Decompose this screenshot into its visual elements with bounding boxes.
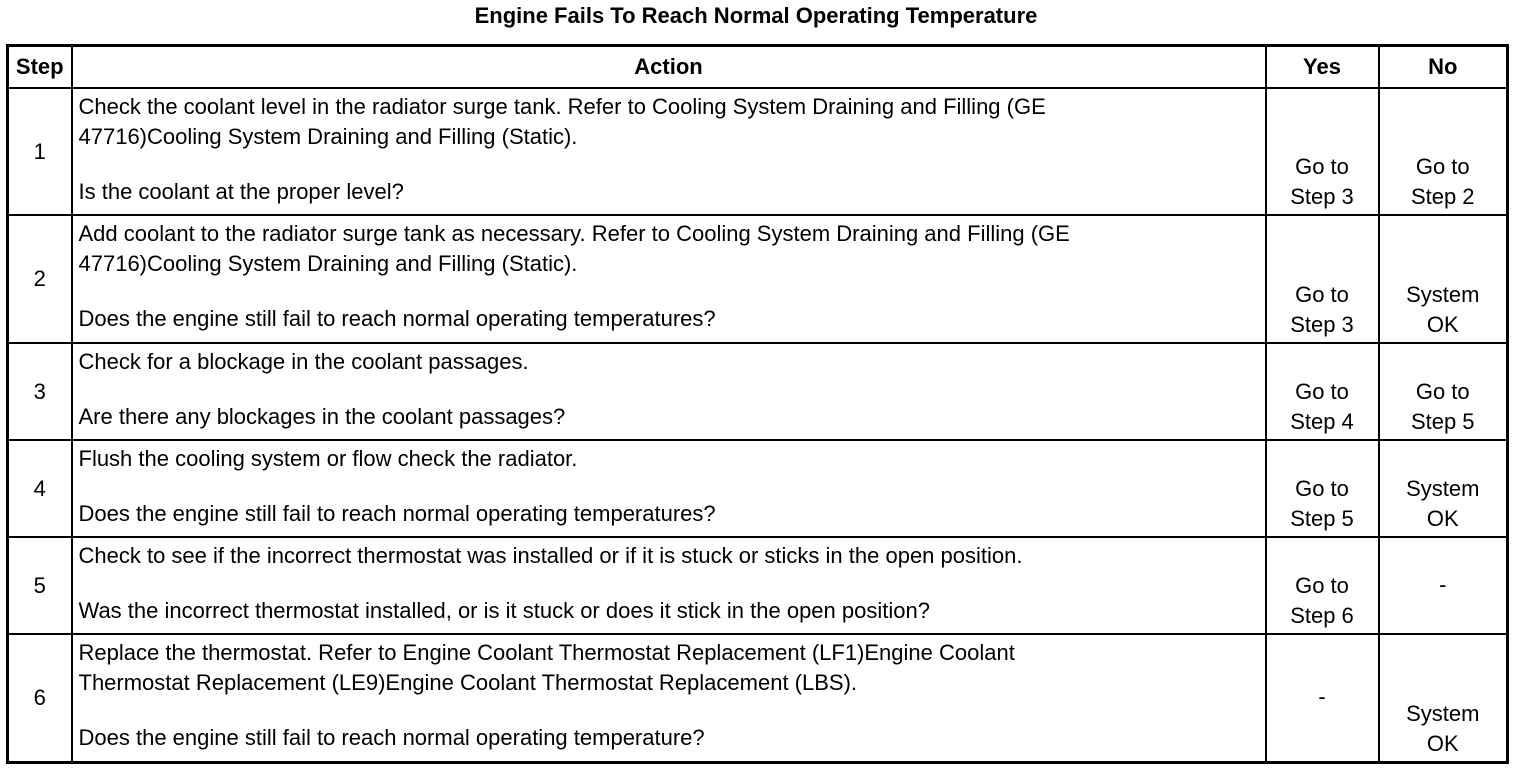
no-cell [1379,343,1508,440]
action-instruction [79,444,1259,474]
action-question: Are there any blockages in the coolant passages? [78,404,566,429]
spacer [79,279,1259,304]
action-cell [72,343,1266,440]
action-line: Check for a blockage in the coolant passages. [78,349,529,374]
action-line: 47716)Cooling System Draining and Filling (Static). [78,124,578,149]
action-line: Check the coolant level in the radiator surge tank. Refer to Cooling System Draining and Filling (GE [78,94,1046,119]
column-header-step: Step [8,46,72,89]
action-question: Was the incorrect thermostat installed, or is it stuck or does it stick in the open position? [78,598,930,623]
no-line: OK [1426,312,1459,337]
yes-line: Go to [1295,573,1349,598]
no-cell [1379,634,1508,762]
no-cell [1379,537,1508,634]
yes-line: Go to [1295,282,1349,307]
yes-line: Step 4 [1290,409,1354,434]
no-cell [1379,88,1508,215]
action-question: Is the coolant at the proper level? [78,179,404,204]
yes-line: Step 3 [1290,312,1354,337]
step-number: 2 [8,215,72,343]
action-question: Does the engine still fail to reach normal operating temperature? [78,725,705,750]
action-cell [72,88,1266,215]
action-line: 47716)Cooling System Draining and Filling (Static). [78,251,578,276]
yes-line: Go to [1295,154,1349,179]
spacer [79,571,1259,596]
yes-line: Step 5 [1290,506,1354,531]
yes-line: Go to [1295,379,1349,404]
action-instruction [79,347,1259,377]
table-row [8,634,1508,762]
action-cell [72,537,1266,634]
yes-cell [1266,634,1379,762]
table-row [8,88,1508,215]
no-line: - [1439,571,1447,597]
table-row [8,537,1508,634]
action-cell [72,440,1266,537]
action-line: Thermostat Replacement (LE9)Engine Coolant Thermostat Replacement (LBS). [78,670,858,695]
column-header-yes: Yes [1266,46,1379,89]
spacer [79,698,1259,723]
no-line: OK [1426,506,1459,531]
table-row [8,440,1508,537]
yes-line: Step 6 [1290,603,1354,628]
action-line: Add coolant to the radiator surge tank as necessary. Refer to Cooling System Draining and Filling (GE [78,221,1070,246]
yes-cell [1266,537,1379,634]
no-line: System [1406,700,1480,726]
action-instruction [79,638,1259,698]
spacer [79,474,1259,499]
yes-cell [1266,88,1379,215]
spacer [79,152,1259,177]
action-line: Flush the cooling system or flow check the radiator. [78,446,578,471]
no-line: Go to [1415,379,1470,404]
yes-line: - [1318,683,1326,709]
action-instruction [79,92,1259,152]
no-line: System [1406,282,1480,307]
spacer [79,377,1259,402]
table-row [8,215,1508,343]
no-line: Step 5 [1410,409,1475,434]
no-line: Step 2 [1410,184,1475,209]
action-line: Check to see if the incorrect thermostat was installed or if it is stuck or sticks in the open position. [78,543,1023,568]
action-cell [72,634,1266,762]
action-question: Does the engine still fail to reach normal operating temperatures? [78,501,716,526]
step-number: 1 [8,88,72,215]
action-cell [72,215,1266,343]
no-cell [1379,440,1508,537]
action-instruction [79,219,1259,279]
action-line: Replace the thermostat. Refer to Engine Coolant Thermostat Replacement (LF1)Engine Coolant [78,640,1015,665]
no-cell [1379,215,1508,343]
no-line: System [1406,476,1480,501]
yes-cell [1266,215,1379,343]
step-number: 5 [8,537,72,634]
column-header-action: Action [72,46,1266,89]
page-title: Engine Fails To Reach Normal Operating Temperature [474,3,1038,28]
no-line: OK [1426,730,1459,756]
step-number: 3 [8,343,72,440]
column-header-no: No [1379,46,1508,89]
action-instruction [79,541,1259,571]
yes-cell [1266,440,1379,537]
diagnostic-table [6,44,1509,764]
yes-cell [1266,343,1379,440]
yes-line: Step 3 [1290,184,1354,209]
table-header-row [8,46,1508,89]
no-line: Go to [1415,154,1470,179]
yes-line: Go to [1295,476,1349,501]
action-question: Does the engine still fail to reach normal operating temperatures? [78,306,716,331]
step-number: 4 [8,440,72,537]
table-row [8,343,1508,440]
step-number: 6 [8,634,72,762]
